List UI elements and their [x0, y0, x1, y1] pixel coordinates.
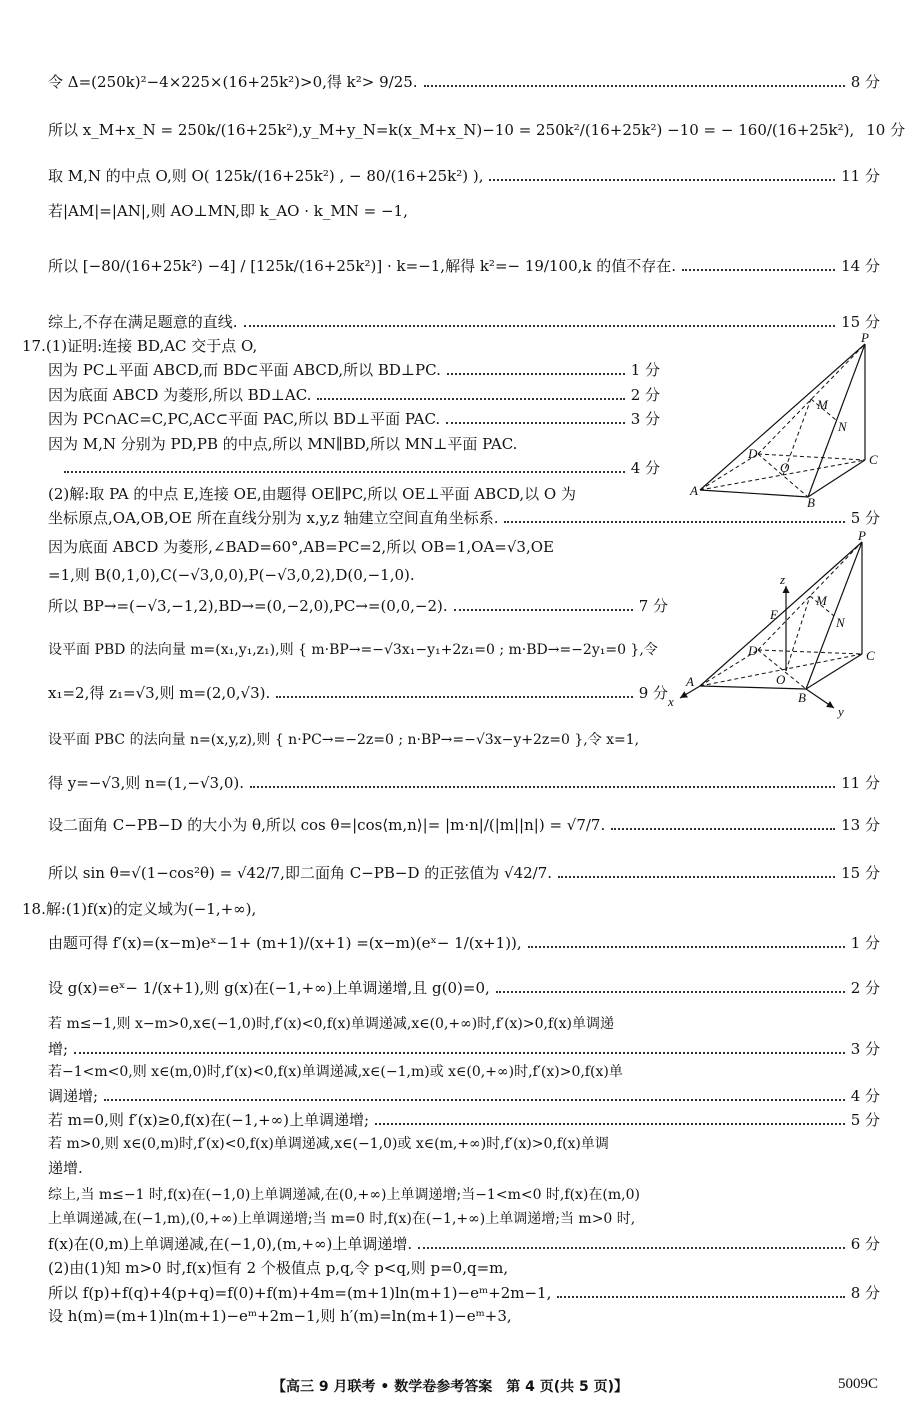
footer-code: 5009C — [837, 1376, 878, 1392]
line-14: 坐标原点,OA,OB,OE 所在直线分别为 x,y,z 轴建立空间直角坐标系. 5 分 — [48, 509, 880, 527]
edge-DC — [758, 650, 862, 654]
line-36: f(x)在(0,m)上单调递减,在(−1,0),(m,+∞)上单调递增. 6 分 — [48, 1235, 880, 1253]
line-30: 调递增; 4 分 — [48, 1087, 880, 1105]
edge-BC — [808, 460, 865, 497]
leader-dots — [250, 786, 835, 788]
label-E: E — [770, 607, 778, 622]
line-20: 设平面 PBC 的法向量 n=(x,y,z),则 { n·PC→=−2z=0 ; n·BP→=−√3x−y+2z=0 },令 x=1, — [48, 732, 640, 748]
label-O: O — [780, 460, 790, 475]
edge-PB — [808, 344, 865, 497]
line-9: 因为底面 ABCD 为菱形,所以 BD⊥AC. 2 分 — [48, 386, 660, 404]
leader-dots — [454, 609, 633, 611]
leader-dots — [447, 373, 625, 375]
label-D: D — [748, 446, 758, 461]
line-28: 增; 3 分 — [48, 1040, 880, 1058]
label-O: O — [776, 672, 786, 687]
line-15: 因为底面 ABCD 为菱形,∠BAD=60°,AB=PC=2,所以 OB=1,OA=√3,OE — [48, 538, 554, 556]
line-35: 上单调递减,在(−1,m),(0,+∞)上单调递增;当 m=0 时,f(x)在(−1,+∞)上单调递增;当 m>0 时, — [48, 1211, 636, 1227]
leader-dots — [496, 991, 845, 993]
footer-title: 【高三 9 月联考 • 数学卷参考答案 第 4 页(共 5 页)】 — [272, 1379, 628, 1395]
leader-dots — [418, 1247, 845, 1249]
edge-PA — [700, 542, 862, 686]
line-32: 若 m>0,则 x∈(0,m)时,f′(x)<0,f(x)单调递减,x∈(−1,0)或 x∈(m,+∞)时,f′(x)>0,f(x)单调 — [48, 1136, 609, 1152]
leader-dots — [557, 1296, 844, 1298]
line-5: 所以 [−80/(16+25k²) −4] / [125k/(16+25k²)] · k=−1,解得 k²=− 19/100,k 的值不存在. 14 分 — [48, 257, 880, 275]
leader-dots — [104, 1099, 845, 1101]
label-P: P — [861, 330, 869, 345]
line-13: (2)解:取 PA 的中点 E,连接 OE,由题得 OE∥PC,所以 OE⊥平面 ABCD,以 O 为 — [48, 485, 576, 503]
label-y: y — [838, 704, 844, 719]
label-A: A — [686, 674, 694, 689]
leader-dots — [446, 422, 625, 424]
leader-dots — [682, 269, 835, 271]
line-33: 递增. — [48, 1159, 83, 1177]
line-11: 因为 M,N 分别为 PD,PB 的中点,所以 MN∥BD,所以 MN⊥平面 PAC. — [48, 435, 518, 453]
leader-dots — [317, 398, 624, 400]
leader-dots — [558, 876, 835, 878]
y-axis — [806, 689, 834, 708]
label-D: D — [748, 643, 758, 658]
line-12: 4 分 — [48, 458, 660, 478]
line-3: 取 M,N 的中点 O,则 O( 125k/(16+25k²) , − 80/(16+25k²) ), 11 分 — [48, 167, 880, 185]
line-37: (2)由(1)知 m>0 时,f(x)恒有 2 个极值点 p,q,令 p<q,则 p=0,q=m, — [48, 1259, 509, 1277]
line-18: 设平面 PBD 的法向量 m=(x₁,y₁,z₁),则 { m·BP→=−√3x₁−y₁+2z₁=0 ; m·BD→=−2y₁=0 },令 — [48, 642, 658, 658]
label-N: N — [836, 615, 845, 630]
line-34: 综上,当 m≤−1 时,f(x)在(−1,0)上单调递减,在(0,+∞)上单调递增;当−1<m<0 时,f(x)在(m,0) — [48, 1187, 640, 1203]
leader-dots — [528, 946, 845, 948]
label-B: B — [807, 495, 815, 510]
label-C: C — [869, 452, 878, 467]
leader-dots — [375, 1123, 845, 1125]
leader-dots — [504, 521, 844, 523]
label-M: M — [817, 397, 828, 412]
line-1: 令 Δ=(250k)²−4×225×(16+25k²)>0,得 k²> 9/25. 8 分 — [48, 73, 880, 91]
leader-dots — [244, 325, 836, 327]
line-19: x₁=2,得 z₁=√3,则 m=(2,0,√3). 9 分 — [48, 684, 668, 702]
segment-OM — [786, 596, 810, 671]
line-27: 若 m≤−1,则 x−m>0,x∈(−1,0)时,f′(x)<0,f(x)单调递减,x∈(0,+∞)时,f′(x)>0,f(x)单调递 — [48, 1016, 614, 1032]
leader-dots — [64, 471, 625, 473]
edge-AB — [700, 490, 808, 497]
line-21: 得 y=−√3,则 n=(1,−√3,0). 11 分 — [48, 774, 880, 792]
label-A: A — [690, 483, 698, 498]
line-22: 设二面角 C−PB−D 的大小为 θ,所以 cos θ=|cos⟨m,n⟩|= |m·n|/(|m||n|) = √7/7. 13 分 — [48, 816, 880, 834]
line-7: 17.(1)证明:连接 BD,AC 交于点 O, — [22, 337, 258, 355]
line-4: 若|AM|=|AN|,则 AO⊥MN,即 k_AO · k_MN = −1, — [48, 202, 408, 220]
line-31: 若 m=0,则 f′(x)≥0,f(x)在(−1,+∞)上单调递增; 5 分 — [48, 1111, 880, 1129]
line-10: 因为 PC∩AC=C,PC,AC⊂平面 PAC,所以 BD⊥平面 PAC. 3 分 — [48, 410, 660, 428]
line-6: 综上,不存在满足题意的直线. 15 分 — [48, 313, 880, 331]
leader-dots — [489, 179, 835, 181]
line-25: 由题可得 f′(x)=(x−m)eˣ−1+ (m+1)/(x+1) =(x−m)(eˣ− 1/(x+1)), 1 分 — [48, 934, 880, 952]
line-39: 设 h(m)=(m+1)ln(m+1)−eᵐ+2m−1,则 h′(m)=ln(m+1)−eᵐ+3, — [48, 1307, 512, 1325]
line-29: 若−1<m<0,则 x∈(m,0)时,f′(x)<0,f(x)单调递减,x∈(−1,m)或 x∈(0,+∞)时,f′(x)>0,f(x)单 — [48, 1064, 623, 1080]
label-P: P — [858, 528, 866, 543]
edge-DC — [758, 454, 865, 460]
leader-dots — [424, 85, 845, 87]
pyramid-figure-2 — [662, 526, 892, 718]
line-16: =1,则 B(0,1,0),C(−√3,0,0),P(−√3,0,2),D(0,−1,0). — [48, 566, 415, 584]
pyramid-figure-1 — [690, 330, 890, 510]
label-B: B — [798, 690, 806, 705]
label-x: x — [668, 694, 674, 709]
line-2: 所以 x_M+x_N = 250k/(16+25k²),y_M+y_N=k(x_M+x_N)−10 = 250k²/(16+25k²) −10 = − 160/(16+25k²), 10 分 — [48, 121, 905, 139]
label-M: M — [816, 593, 827, 608]
label-C: C — [866, 648, 875, 663]
label-z: z — [780, 572, 786, 587]
line-23: 所以 sin θ=√(1−cos²θ) = √42/7,即二面角 C−PB−D 的正弦值为 √42/7. 15 分 — [48, 864, 880, 882]
leader-dots — [611, 828, 835, 830]
leader-dots — [276, 696, 632, 698]
label-N: N — [838, 419, 847, 434]
leader-dots — [74, 1052, 845, 1054]
line-24: 18.解:(1)f(x)的定义域为(−1,+∞), — [22, 900, 257, 918]
line-26: 设 g(x)=eˣ− 1/(x+1),则 g(x)在(−1,+∞)上单调递增,且 g(0)=0, 2 分 — [48, 979, 880, 997]
line-8: 因为 PC⊥平面 ABCD,而 BD⊂平面 ABCD,所以 BD⊥PC. 1 分 — [48, 361, 660, 379]
line-17: 所以 BP→=(−√3,−1,2),BD→=(0,−2,0),PC→=(0,0,−2). 7 分 — [48, 597, 668, 615]
edge-AB — [700, 686, 806, 689]
line-38: 所以 f(p)+f(q)+4(p+q)=f(0)+f(m)+4m=(m+1)ln(m+1)−eᵐ+2m−1, 8 分 — [48, 1284, 880, 1302]
